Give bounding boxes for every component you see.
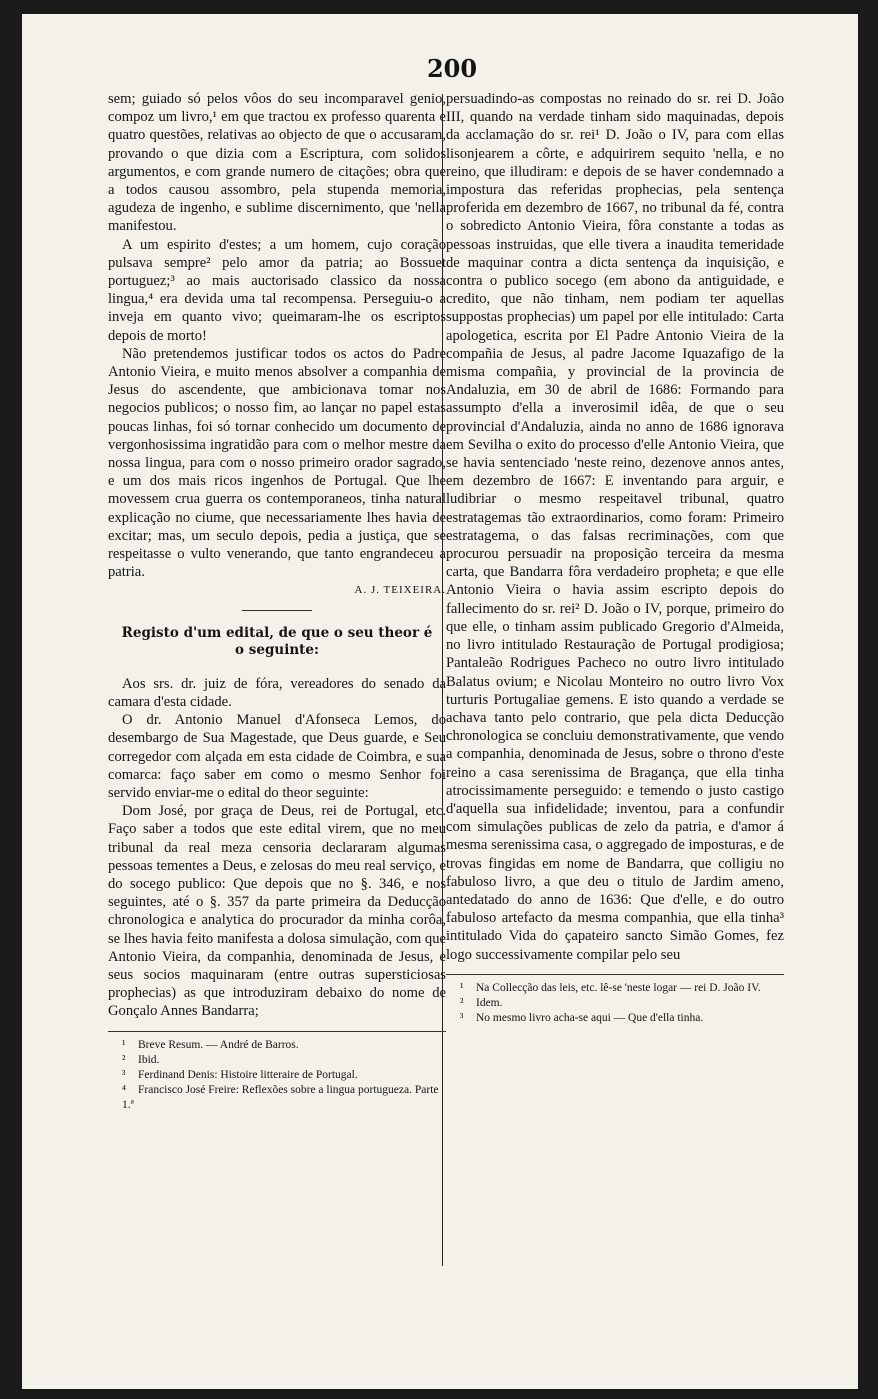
paragraph: sem; guiado só pelos vôos do seu incomparavel genio, compoz um livro,¹ em que tractou ex professo quarenta e quatro questões, relativas ao objecto de que o accusaram, provando o que dizia com a Escriptura, com solidos argumentos, e com grande numero de citações; obra que a todos causou assombro, pela stupenda memoria, agudeza de ingenho, e sublime discernimento, que 'nella manifestou. (108, 91, 446, 235)
footnote-divider (108, 1031, 446, 1032)
footnote: ² Ibid. (122, 1053, 160, 1066)
paragraph: Dom José, por graça de Deus, rei de Portugal, etc. Faço saber a todos que este edital virem, que no meu tribunal da real meza censoria declararam algumas pessoas tementes a Deus, e zelosas do meu real serviço, e do socego publico: Que depois que no §. 346, e nos seguintes, até o §. 357 da parte primeira da Deducção chronologica e analytica do procurador da minha corôa, se lhes havia feito manifesta a dolosa simulação, com que Antonio Vieira, da companhia, denominada de Jesus, e seus socios maquinaram (entre outras supersticiosas prophecias) as que introduziram debaixo do nome de Gonçalo Annes Bandarra; (108, 803, 446, 1020)
author-signature: A. J. TEIXEIRA. (354, 584, 446, 597)
footnote: ⁴ Francisco José Freire: Reflexões sobre a lingua portugueza. Parte 1.ª (122, 1083, 439, 1111)
paragraph: Não pretendemos justificar todos os actos do Padre Antonio Vieira, e muito menos absolver a companhia de Jesus do ascendente, que ambicionava tomar nos negocios publicos; o nosso fim, ao lançar no papel estas poucas linhas, foi só tornar conhecido um documento de vergonhosissima ingratidão para com o melhor mestre da nossa lingua, para com o nosso primeiro orador sagrado, e um dos mais ricos ingenhos de Portugal. Que lhe movessem crua guerra os contemporaneos, tinha natural explicação no ciume, que necessariamente lhes havia de excitar; mas, um seculo depois, pedia a justiça, que se respeitasse o vulto venerando, que tanto engrandeceu a patria. (108, 345, 446, 581)
footnotes-left (108, 1038, 446, 1113)
newspaper-page (22, 14, 858, 1389)
left-column (108, 90, 446, 1113)
section-divider (242, 610, 312, 611)
right-column (446, 90, 784, 1026)
paragraph: persuadindo-as compostas no reinado do sr. rei D. João III, quando na verdade tinham sido maquinadas, depois da acclamação do sr. rei¹ D. João o IV, para com ellas lisonjearem a côrte, e adquirirem sequito 'nella, e no reino, que illudiram: e depois de se haver condemnado a impostura das referidas prophecias, pela sentença proferida em dezembro de 1667, no tribunal da fé, contra o sobredicto Antonio Vieira, fôra constante a todas as pessoas instruidas, que elle tivera a inaudita temeridade de maquinar contra a dicta sentença da inquisição, e contra o publico socego (em abono da antiguidade, e credito, que não tinham, nem podiam ter aquellas suppostas prophecias) um papel por elle intitulado: Carta apologetica, escrita por El Padre Antonio Vieira de la compañia de Jesus, al padre Jacome Iquazafigo de la misma compañia, y provincial de la provincia de Andaluzia, em 30 de abril de 1686: Formando para assumpto d'ella a inverosimil idêa, de que o seu provincial d'Andaluzia, ainda no anno de 1686 ignorava em Sevilha o exito do processo d'elle Antonio Vieira, que se havia sentenciado 'neste reino, dezenove annos antes, em dezembro de 1667: E inventando para arguir, e ludibriar o mesmo respeitavel tribunal, quatro estratagemas tão extraordinarios, como foram: Primeiro estratagema, o das falsas recriminações, com que procurou persuadir na proposição terceira da mesma carta, que Bandarra fôra verdadeiro propheta; e que elle Antonio Vieira o havia assim escripto depois do fallecimento do sr. rei² D. João o IV, porque, primeiro do que elle, o tinham assim publicado Gregorio d'Almeida, no livro intitulado Restauração de Portugal prodigiosa; Pantaleão Rodrigues Pacheco no outro livro intitulado Balatus ovium; e Nicolau Monteiro no outro livro Vox turturis Portugaliae gemens. E isto quando a verdade se achava tanto pelo contrario, que pela dicta Deducção chronologica se concluiu demonstrativamente, que vendo a companhia, denominada de Jesus, sobre o throno d'este reino a casa serenissima de Bragança, que ella tinha atrocissimamente perseguido: e temendo o justo castigo d'aquella sua infidelidade; inventou, para a confundir com simulações publicas de zelo da patria, e d'amor á mesma serenissima casa, o aggregado de imposturas, e de trovas fingidas em nome de Bandarra, que colligiu no fabuloso livro, a que deu o titulo de Jardim ameno, antedatado do anno de 1636: Que d'elle, e do outro fabuloso artefacto da mesma companhia, que ella tinha³ intitulado Vida do çapateiro sancto Simão Gomes, fez logo successivamente compilar pelo seu (446, 91, 784, 963)
paragraph: O dr. Antonio Manuel d'Afonseca Lemos, do desembargo de Sua Magestade, que Deus guarde, e Seu corregedor com alçada em esta cidade de Coimbra, e sua comarca: faço saber em como o mesmo Senhor foi servido enviar-me o edital do theor seguinte: (108, 712, 446, 801)
footnote: ² Idem. (460, 996, 503, 1009)
paragraph: Aos srs. dr. juiz de fóra, vereadores do senado da camara d'esta cidade. (108, 675, 446, 710)
footnote: ³ No mesmo livro acha-se aqui — Que d'ella tinha. (460, 1011, 704, 1024)
page-number: 200 (426, 54, 478, 83)
footnote: ³ Ferdinand Denis: Histoire litteraire de Portugal. (122, 1068, 358, 1081)
footnotes-right (446, 981, 784, 1026)
footnote: ¹ Breve Resum. — André de Barros. (122, 1038, 299, 1051)
paragraph: A um espirito d'estes; a um homem, cujo coração pulsava sempre² pelo amor da patria; ao Bossuet portuguez;³ ao mais auctorisado classico da nossa lingua,⁴ era devida uma tal recompensa. Perseguiu-o a inveja em quanto vivo; queimaram-lhe os escriptos depois de morto! (108, 236, 446, 344)
footnote: ¹ Na Collecção das leis, etc. lê-se 'neste logar — rei D. João IV. (460, 981, 761, 994)
section-heading: Registo d'um edital, de que o seu theor é o seguinte: (121, 624, 433, 658)
footnote-divider (446, 974, 784, 975)
